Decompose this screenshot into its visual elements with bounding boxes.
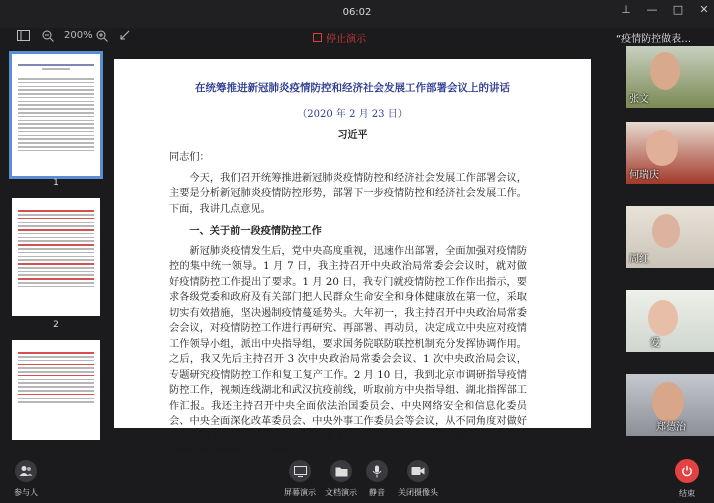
thumbnail-page-3[interactable] (12, 340, 100, 440)
participant-tile[interactable] (626, 206, 714, 268)
minimize-icon[interactable]: — (646, 3, 658, 16)
participant-face (648, 300, 678, 336)
camera-off-label: 关闭摄像头 (398, 488, 438, 497)
end-label: 结束 (679, 489, 695, 498)
fit-arrow-icon[interactable] (120, 30, 130, 43)
title-bar (0, 0, 714, 28)
intro-paragraph: 今天，我们召开统筹推进新冠肺炎疫情防控和经济社会发展工作部署会议，主要是分析新冠肺炎疫情防控形势，部署下一步疫情防控和经济社会发展工作。下面，我讲几点意见。 (169, 172, 527, 215)
page-thumbnails (8, 50, 104, 428)
thumbnail-page-2[interactable] (12, 198, 100, 316)
participant-tile[interactable] (626, 374, 714, 436)
mute-button[interactable] (366, 460, 388, 498)
screen-share-icon (289, 460, 311, 482)
stop-presenting-button[interactable] (313, 30, 366, 45)
maximize-icon[interactable]: □ (672, 3, 684, 16)
participant-face (652, 382, 684, 422)
participant-tile[interactable] (626, 46, 714, 108)
screen-share-label: 屏幕演示 (284, 488, 316, 497)
stop-icon (313, 33, 322, 42)
body-paragraph: 新冠肺炎疫情发生后，党中央高度重视，迅速作出部署，全面加强对疫情防控的集中统一领导。1 月 7 日，我主持召开中央政治局常委会会议时，就对做好疫情防控工作提出了要求。1 月 20 日，我专门就疫情防控工作作出指示，要求各级党委和政府及有关部门把人民群众生命安全和身体健康放在第一位，采取切实有效措施，坚决遏制疫情蔓延势头。大年初一，我主持召开中央政治局常委会会议，对疫情防控工作进行再研究、再部署、再动员，决定成立中央应对疫情工作领导小组，派出中央指导组，要求国务院联防联控机制充分发挥协调作用。之后，我又先后主持召开 3 次中央政治局常委会会议、1 次中央政治局会议，专题研究疫情防控工作和复工复产工作。2 月 10 日，我到北京市调研指导疫情防控工作，视频连线湖北和武汉抗疫前线，听取前方中央指导组、湖北指挥部工作汇报。我还主持召开中央全面依法治国委员会、中央网络安全和信息化委员会、中央全面深化改革委员会、中央外事工作委员会等会议，从不同角度对做好疫情防控工作提出要求。党中央印发《关于加强党的领导、为打赢疫情防控阻击 (169, 245, 527, 443)
end-meeting-button[interactable] (675, 459, 699, 499)
thumbnail-page-number: 2 (53, 320, 59, 330)
zoom-out-icon[interactable] (42, 30, 54, 45)
meeting-title: “疫情防控做表… (616, 34, 692, 45)
participant-face (652, 214, 680, 248)
zoom-in-icon[interactable] (96, 30, 108, 45)
document-author: 习近平 (337, 130, 368, 141)
document-date: （2020 年 2 月 23 日） (297, 109, 408, 120)
document-toolbar (0, 28, 620, 48)
participant-face (646, 130, 678, 166)
doc-share-label: 文档演示 (325, 488, 357, 497)
document-title: 在统筹推进新冠肺炎疫情防控和经济社会发展工作部署会议上的讲话 (195, 82, 510, 94)
power-icon (675, 459, 699, 483)
screen-share-button[interactable] (284, 460, 316, 498)
doc-share-button[interactable] (325, 460, 357, 498)
window-controls (620, 3, 710, 16)
camera-off-button[interactable] (398, 460, 438, 498)
microphone-icon (366, 460, 388, 482)
participant-name: 周红 (629, 254, 649, 265)
participant-face (650, 52, 680, 90)
document-page[interactable] (114, 59, 591, 443)
folder-icon (330, 460, 352, 482)
participant-tile[interactable] (626, 122, 714, 184)
stop-presenting-label: 停止演示 (326, 34, 366, 45)
participants-button[interactable] (14, 460, 38, 498)
camera-icon (407, 460, 429, 482)
clock: 06:02 (342, 7, 372, 18)
participant-name: 郑德治 (656, 422, 686, 433)
participant-name: 爱 (650, 338, 660, 349)
meeting-controls-bar (0, 452, 714, 503)
participant-tile[interactable] (626, 290, 714, 352)
thumbnail-page-number: 1 (53, 178, 59, 188)
participant-name: 张文 (629, 94, 649, 105)
thumbnail-page-1[interactable] (12, 54, 100, 176)
document-body (169, 150, 527, 461)
zoom-level: 200% (64, 30, 93, 41)
people-icon (15, 460, 37, 482)
section-heading: 一、关于前一段疫情防控工作 (189, 225, 322, 237)
pin-icon[interactable]: ⊥ (621, 3, 631, 16)
salutation: 同志们： (169, 152, 210, 163)
mute-label: 静音 (369, 488, 385, 497)
participant-name: 何瑞庆 (629, 170, 659, 181)
sidebar-toggle-icon[interactable] (17, 30, 30, 44)
participants-label: 参与人 (14, 488, 38, 497)
close-icon[interactable]: ✕ (699, 3, 709, 16)
